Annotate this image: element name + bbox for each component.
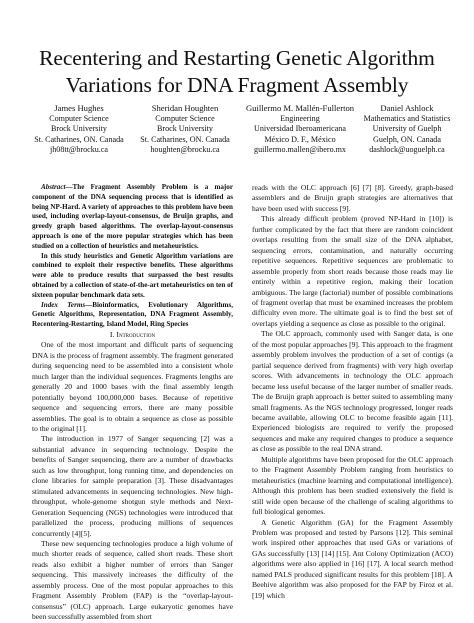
abstract [32,183,233,252]
author-name: Guillermo M. Mallén-Fullerton [245,103,355,113]
author-block-3 [240,103,360,156]
author-email: guillermo.mallen@ibero.mx [254,145,346,155]
abstract-paragraph-2: In this study heuristics and Genetic Algorithm variations are combined to exploit their respective benefits. These algorithms were able to produce results that surpassed the best results obtained by a collection of state-of-the-art metaheuristics on ten of sixteen popular benchmark data sets. [32,251,233,299]
author-dept: Mathematics and Statistics [363,113,451,123]
left-column [32,183,233,623]
author-block-1 [24,103,134,156]
index-terms-text: —Bioinformatics, Evolutionary Algorithms, Genetic Algorithms, Representation, DNA Fragment Assembly, Recentering-Restarting, Island Model, Ring Species [32,300,233,329]
author-city: St. Catharines, ON. Canada [140,134,230,144]
author-name: Daniel Ashlock [380,103,434,113]
author-dept: Computer Science [155,113,215,123]
abstract-text: —The Fragment Assembly Problem is a major component of the DNA sequencing process that is identified as being NP-Hard. A variety of approaches to this problem have been used, including overlap-layout-consensus, de Bruijn graphs, and greedy graph based algorithms. The overlap-layout-consensus approach is one of the more popular strategies which has been studied on a collection of heuristics and metaheuristics. [32,183,233,250]
author-block-4 [352,103,462,156]
right-column [252,183,453,601]
section-heading-introduction: I. Introduction [109,329,156,339]
author-block-2 [130,103,240,156]
index-terms [32,301,233,330]
title-line-2: Variations for DNA Fragment Assembly [65,73,409,97]
title-line-1: Recentering and Restarting Genetic Algorithm [39,46,435,70]
author-org: Brock University [157,124,213,134]
author-dept: Computer Science [49,113,109,123]
abstract-label: Abstract [41,183,66,191]
body-paragraph: These new sequencing technologies produce a high volume of much shorter reads of sequence, called short reads. These short reads also exhibit a higher number of errors than Sanger sequencing. This massively increases the difficulty of the assembly process. One of the most popular approaches to this Fragment Assembly Problem (FAP) is the “overlap-layout-consensus” (OLC) approach. Large eukaryotic genomes have been successfully assembled from short [32,539,233,622]
author-name: Sheridan Houghten [151,103,219,113]
body-paragraph: One of the most important and difficult parts of sequencing DNA is the process of fragment assembly. The fragment generated during sequencing need to be assembled into a consistent whole much larger than the individual sequences. Fragments lengths are generally 20 and 1000 bases with the final assembly length potentially beyond 100,000,000 bases. Because of repetitive sequence and sequencing errors, there are many possible assemblies. The goal is to obtain a sequence as close as possible to the original [1]. [32,340,233,434]
body-paragraph: Multiple algorithms have been proposed for the OLC approach to the Fragment Assembly Problem ranging from heuristics to metaheuristics (machine learning and computational intelligence). Although this problem has been studied extensively the field is still wide open because of the challenge of scaling algorithms to full biological genomes. [252,454,453,517]
paper-title [20,45,454,99]
author-email: dashlock@uoguelph.ca [369,145,445,155]
body-paragraph: This already difficult problem (proved NP-Hard in [10]) is further complicated by the fact that there are random coincident overlaps resulting from the small size of the DNA alphabet, sequencing errors, contamination, and naturally occurring repetitive sequences. Repetitive sequences are problematic to assemble properly from short reads because those reads may lie entirely within a repetitive region, making their location ambiguous. The large (factorial) number of possible combinations of fragment overlap that must be examined increases the problem difficulty even more. The ultimate goal is to find the best set of overlaps yielding a sequence as close as possible to the original. [252,214,453,328]
author-city: México D. F., México [264,134,336,144]
author-name: James Hughes [54,103,104,113]
index-terms-label: Index Terms [41,300,86,309]
author-email: houghten@brocku.ca [150,145,220,155]
author-city: Guelph, ON. Canada [373,134,441,144]
author-city: St. Catharines, ON. Canada [34,134,124,144]
author-org: Brock University [51,124,107,134]
author-email: jh08tt@brocku.ca [49,145,109,155]
body-paragraph: The introduction in 1977 of Sanger sequencing [2] was a substantial advance in sequencing technology. Despite the benefits of Sanger sequencing, there are a number of drawbacks such as low throughput, long running time, and dependencies on clone libraries for sample preparation [3]. These disadvantages stimulated advancements in sequencing technologies. New high-throughput, whole-genome shotgun style methods and Next-Generation Sequencing (NGS) technologies were introduced that parallelized the process, producing millions of sequences concurrently [4][5]. [32,434,233,538]
author-org: University of Guelph [372,124,442,134]
author-dept: Engineering [280,113,320,123]
body-paragraph: A Genetic Algorithm (GA) for the Fragment Assembly Problem was proposed and tested by Parsons [12]. This seminal work inspired other approaches that used GAs or variations of GAs successfully [13] [14] [15]. Ant Colony Optimization (ACO) algorithms were also applied in [16] [17]. A local search method named PALS produced significant results for this problem [18]. A Beehive algorithm was also proposed for the FAP by Firoz et al. [19] which [252,517,453,600]
body-paragraph: The OLC approach, commonly used with Sanger data, is one of the most popular approaches [9]. This approach to the fragment assembly problem involves the production of a set of contigs (a partial sequence derived from fragments) with very high overlap scores. With advancements in technology the OLC approach became less useful because of the larger number of smaller reads. The de Bruijn graph approach is better suited to assembling many small fragments. As the NGS technology progressed, longer reads became available, allowing OLC to become feasible again [11]. Experienced biologists are required to verify the proposed sequences and make any required changes to produce a sequence as close as possible to the real DNA strand. [252,329,453,454]
body-paragraph: reads with the OLC approach [6] [7] [8]. Greedy, graph-based assemblers and de Bruijn graph strategies are alternatives that have been used with success [9]. [252,183,453,213]
author-org: Universidad Iberoamericana [254,124,346,134]
